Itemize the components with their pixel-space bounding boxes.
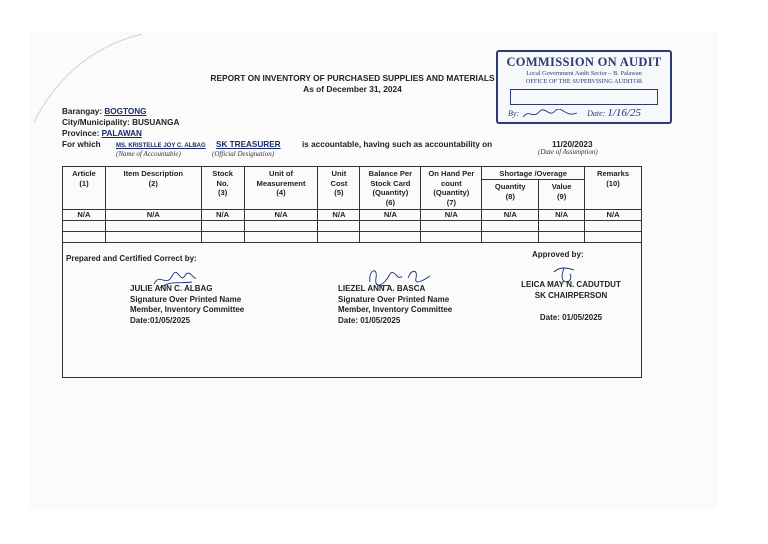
table-cell <box>360 232 421 243</box>
table-cell <box>201 221 244 232</box>
col-quantity-num: (8) <box>505 191 515 201</box>
col-shortage-label: Shortage /Overage <box>499 169 567 178</box>
table-cell <box>585 232 642 243</box>
col-article-label: Article <box>72 169 96 178</box>
table-cell <box>63 232 106 243</box>
table-cell <box>318 232 360 243</box>
col-on-hand-label: On Hand Per count (Quantity) <box>428 169 475 197</box>
col-item-description <box>105 167 201 210</box>
table-row <box>63 221 642 232</box>
col-balance-num: (6) <box>385 197 396 207</box>
province-label: Province: <box>62 129 100 138</box>
date-of-assumption: 11/20/2023 <box>552 140 593 149</box>
sig1-date: Date:01/05/2025 <box>130 315 191 325</box>
stamp-date-value: 1/16/25 <box>607 107 641 119</box>
sig2-date: Date: 01/05/2025 <box>338 315 401 325</box>
col-unit-num: (4) <box>276 188 286 197</box>
table-cell: N/A <box>585 210 642 221</box>
stamp-date-label: Date: <box>587 109 606 118</box>
report-title-block <box>210 73 495 95</box>
table-cell: N/A <box>421 210 482 221</box>
table-cell <box>539 232 585 243</box>
col-remarks-num: (10) <box>606 178 620 188</box>
for-which-label: For which <box>62 140 101 149</box>
table-cell <box>318 221 360 232</box>
col-value <box>539 180 585 210</box>
barangay-value: BOGTONG <box>104 107 147 116</box>
table-cell: N/A <box>318 210 360 221</box>
table-cell <box>105 221 201 232</box>
sig1-block <box>130 284 244 326</box>
col-on-hand-num: (7) <box>446 197 456 207</box>
table-row <box>63 210 642 221</box>
col-unit-cost-num: (5) <box>334 188 344 197</box>
col-unit-cost <box>318 167 360 210</box>
stamp-by-label: By: <box>508 109 520 118</box>
stamp-line1: Local Government Audit Sector – B. Palawan <box>526 70 642 77</box>
sig1-role: Member, Inventory Committee <box>130 305 245 314</box>
col-quantity <box>482 180 539 210</box>
sig3-role: SK CHAIRPERSON <box>534 290 608 300</box>
sig3-block <box>516 280 626 324</box>
designation-caption: (Official Designation) <box>212 150 275 158</box>
inventory-table <box>62 166 642 243</box>
city-label: City/Municipality: <box>62 118 130 127</box>
stamp-line2: OFFICE OF THE SUPERVISING AUDITOR <box>525 78 643 85</box>
prepared-label: Prepared and Certified Correct by: <box>66 254 197 263</box>
col-stock-no <box>201 167 244 210</box>
accountable-caption: (Name of Accountable) <box>116 150 181 158</box>
stamp-by-date <box>508 107 641 119</box>
coa-stamp <box>496 50 672 124</box>
sig3-name: LEICA MAY N. CADUTDUT <box>521 280 621 289</box>
table-cell <box>482 221 539 232</box>
approved-label: Approved by: <box>532 250 584 259</box>
stamp-initials-signature <box>521 109 581 119</box>
table-cell <box>539 221 585 232</box>
table-cell <box>63 221 106 232</box>
table-cell <box>482 232 539 243</box>
table-cell: N/A <box>105 210 201 221</box>
col-unit-cost-label: Unit Cost <box>330 169 348 188</box>
col-unit-label: Unit of Measurement <box>256 169 306 188</box>
col-stock-no-label: Stock No. <box>212 169 233 188</box>
table-cell <box>244 232 318 243</box>
col-item-description-num: (2) <box>148 178 158 188</box>
table-cell: N/A <box>244 210 318 221</box>
table-cell <box>585 221 642 232</box>
table-cell <box>105 232 201 243</box>
city-value: BUSUANGA <box>132 118 180 127</box>
col-remarks <box>585 167 642 210</box>
table-cell: N/A <box>360 210 421 221</box>
col-balance-label: Balance Per Stock Card (Quantity) <box>368 169 413 197</box>
barangay-label: Barangay: <box>62 107 103 116</box>
sig2-role: Member, Inventory Committee <box>338 305 453 314</box>
col-stock-no-num: (3) <box>217 188 228 197</box>
barangay-line <box>62 106 179 117</box>
col-article <box>63 167 106 210</box>
col-item-description-label: Item Description <box>123 169 184 178</box>
table-cell <box>421 232 482 243</box>
sig2-name: LIEZEL ANN A. BASCA <box>338 284 426 293</box>
col-unit-of-measurement <box>244 167 318 210</box>
city-line <box>62 117 179 128</box>
sig3-date: Date: 01/05/2025 <box>539 313 603 322</box>
table-cell: N/A <box>539 210 585 221</box>
report-title: REPORT ON INVENTORY OF PURCHASED SUPPLIES AND MATERIALS <box>210 73 495 83</box>
col-article-num: (1) <box>79 178 89 188</box>
col-on-hand-per-count <box>421 167 482 210</box>
col-value-num: (9) <box>556 191 567 201</box>
barangay-info <box>62 106 179 139</box>
table-cell: N/A <box>201 210 244 221</box>
table-row <box>63 232 642 243</box>
table-cell: N/A <box>482 210 539 221</box>
province-line <box>62 128 179 139</box>
sig1-caption: Signature Over Printed Name <box>130 294 242 304</box>
report-as-of: As of December 31, 2024 <box>303 84 402 94</box>
table-cell <box>360 221 421 232</box>
date-caption: (Date of Assumption) <box>538 148 598 156</box>
col-remarks-label: Remarks <box>596 169 630 178</box>
stamp-box <box>510 89 658 105</box>
col-shortage-overage <box>482 167 585 180</box>
sig1-name: JULIE ANN C. ALBAG <box>130 284 213 293</box>
designation: SK TREASURER <box>216 140 281 149</box>
sig2-caption: Signature Over Printed Name <box>338 294 450 304</box>
sig2-block <box>338 284 452 326</box>
table-cell <box>244 221 318 232</box>
stamp-heading: COMMISSION ON AUDIT <box>506 55 662 69</box>
col-value-label: Value <box>551 182 572 191</box>
table-cell: N/A <box>63 210 106 221</box>
accountable-name: MS. KRISTELLE JOY C. ALBAG <box>116 143 206 149</box>
col-quantity-label: Quantity <box>494 182 526 191</box>
col-balance-per-stock-card <box>360 167 421 210</box>
table-cell <box>421 221 482 232</box>
table-cell <box>201 232 244 243</box>
accountable-text: is accountable, having such as accountability on <box>302 140 493 149</box>
province-value: PALAWAN <box>101 129 142 138</box>
